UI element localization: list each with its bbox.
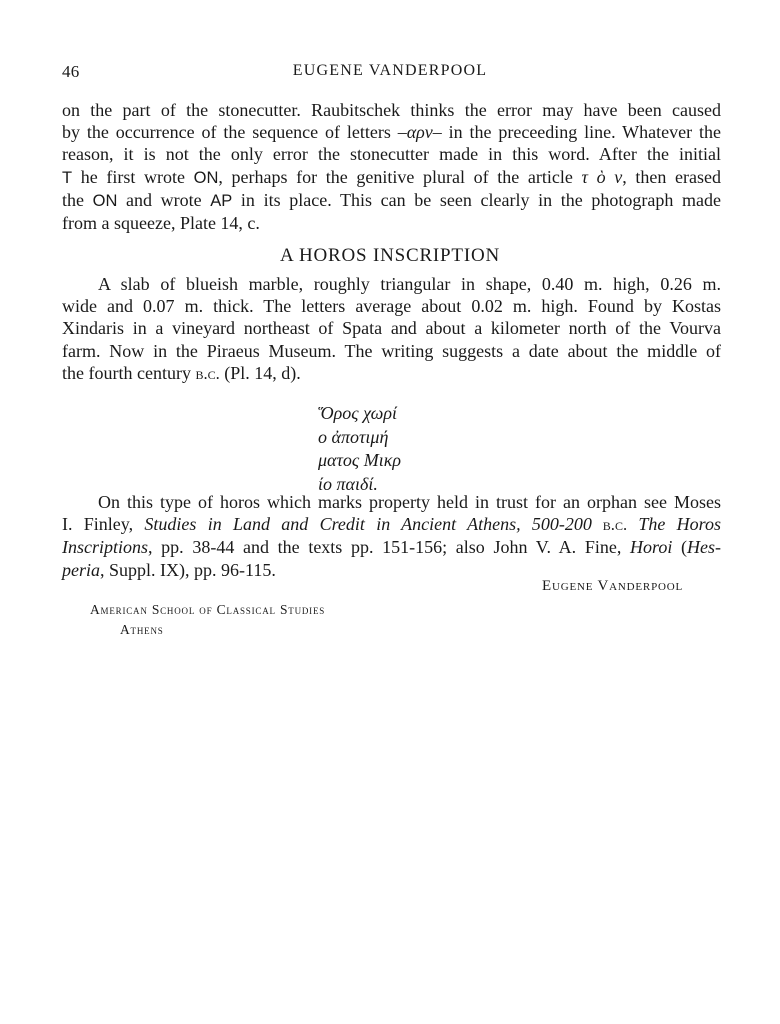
text-line: Xindaris in a vineyard northeast of Spata and about a kilometer north of the Vourva xyxy=(62,318,721,339)
text-line: T he first wrote ON, perhaps for the genitive plural of the article τ ὸ ν, then erased xyxy=(62,166,722,187)
greek-text: τ ὸ ν xyxy=(581,166,623,187)
text-line: from a squeeze, Plate 14, c. xyxy=(62,213,260,234)
text-line: A slab of blueish marble, roughly triangular in shape, 0.40 m. high, 0.26 m. xyxy=(98,274,721,294)
text-line: peria, Suppl. IX), pp. 96-115. xyxy=(62,559,276,580)
inscription-line: Ὅρος χωρί xyxy=(318,403,397,423)
inscription-line: ματος Μικρ xyxy=(318,450,402,470)
citation-title: Studies in Land and Credit in Ancient Athens, 500-200 xyxy=(144,514,592,535)
citation-title: Horoi xyxy=(630,537,673,558)
author-affiliation xyxy=(90,600,325,640)
inscription-text xyxy=(318,402,401,496)
greek-text: –αρν– xyxy=(397,122,442,143)
section-title: A HOROS INSCRIPTION xyxy=(279,245,500,266)
text-line: wide and 0.07 m. thick. The letters average about 0.02 m. high. Found by Kostas xyxy=(62,296,721,317)
inscription-line: ο ἀποτιμή xyxy=(318,426,389,447)
institution-city: Athens xyxy=(120,622,164,637)
text-line: the fourth century b.c. (Pl. 14, d). xyxy=(62,362,301,383)
paragraph-references xyxy=(62,491,721,581)
institution-name: American School of Classical Studies xyxy=(90,602,326,617)
page-number: 46 xyxy=(62,62,80,81)
running-head: EUGENE VANDERPOOL xyxy=(292,62,488,79)
text-line: on the part of the stonecutter. Raubitschek thinks the error may have been caused xyxy=(62,100,721,120)
inscription-line: ίο παιδί. xyxy=(318,473,378,494)
text-line: the ON and wrote AP in its place. This can be seen clearly in the photograph made xyxy=(62,189,721,210)
paragraph-description xyxy=(62,273,721,385)
paragraph-continued xyxy=(62,99,721,234)
text-line: Inscriptions, pp. 38-44 and the texts pp. 151-156; also John V. A. Fine, Horoi (Hes- xyxy=(62,537,722,558)
text-line: reason, it is not the only error the stonecutter made in this word. After the initial xyxy=(62,144,721,165)
author-signature: Eugene Vanderpool xyxy=(542,578,683,594)
text-line: by the occurrence of the sequence of letters –αρν– in the preceeding line. Whatever the xyxy=(62,122,721,143)
text-line: On this type of horos which marks property held in trust for an orphan see Moses xyxy=(98,492,721,512)
text-line: farm. Now in the Piraeus Museum. The writing suggests a date about the middle of xyxy=(62,340,721,361)
text-line: I. Finley, Studies in Land and Credit in Ancient Athens, 500-200 b.c. The Horos xyxy=(62,514,722,535)
